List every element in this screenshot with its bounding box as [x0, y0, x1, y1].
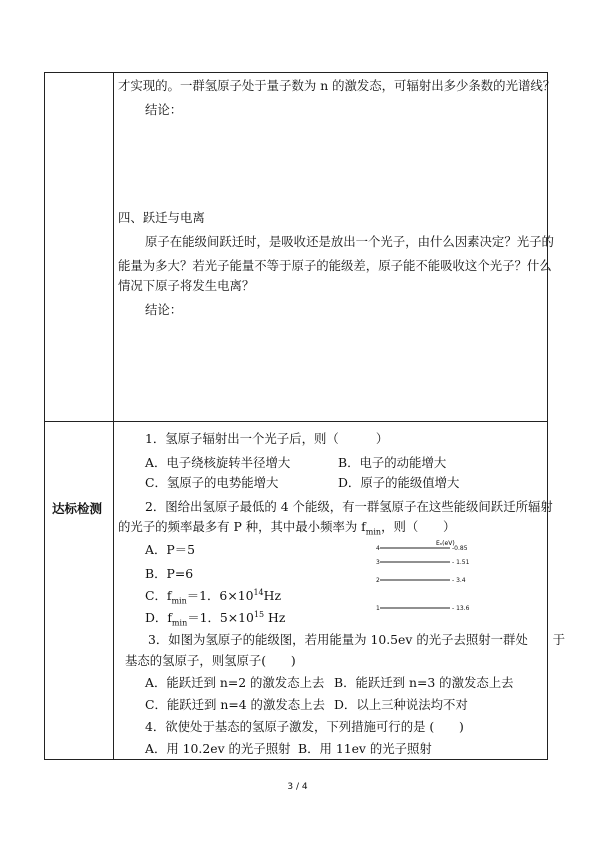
q1-option-a: A．电子绕核旋转半径增大	[145, 455, 291, 470]
page-number: 3 / 4	[287, 782, 308, 792]
level-energy: - 3.4	[452, 577, 466, 584]
section4-para-line: 能量为多大？若光子能量不等于原子的能级差，原子能不能吸收这个光子？什么	[118, 258, 552, 273]
q3-stem-line2: 基态的氢原子，则氢原子( )	[125, 653, 296, 668]
diagram-header: Eₙ(eV)	[436, 540, 455, 547]
section3-conclusion: 结论：	[145, 102, 183, 117]
level-number: 4	[376, 545, 380, 552]
section4-para-line: 情况下原子将发生电离？	[118, 278, 255, 293]
level-energy: -0.85	[452, 545, 468, 552]
level-number: 3	[376, 559, 380, 566]
q1-option-c: C．氢原子的电势能增大	[145, 475, 279, 490]
q3-option-c: C．能跃迁到 n=4 的激发态上去	[145, 697, 325, 712]
q3-option-d: D．以上三种说法均不对	[334, 697, 468, 712]
q1-option-d: D．原子的能级值增大	[338, 475, 460, 490]
level-energy: - 13.6	[452, 605, 470, 612]
q2-option-b: B．P=6	[145, 566, 194, 581]
table-column-divider	[113, 72, 114, 760]
level-number: 2	[376, 577, 380, 584]
q4-stem: 4．欲使处于基态的氢原子激发，下列措施可行的是 ( )	[145, 719, 464, 734]
section4-heading: 四、跃迁与电离	[118, 210, 205, 225]
q3-option-b: B．能跃迁到 n=3 的激发态上去	[334, 675, 514, 690]
table-frame	[44, 72, 548, 760]
q4-option-b: B．用 11ev 的光子照射	[298, 741, 432, 756]
q2-option-c: C．$f_{min}=1$．$6\times 10^{14}Hz$	[145, 587, 281, 606]
q3-option-a: A．能跃迁到 n=2 的激发态上去	[145, 675, 325, 690]
q4-option-a: A．用 10.2ev 的光子照射	[145, 741, 291, 756]
table-bottom-border	[44, 759, 548, 760]
energy-level-diagram	[376, 536, 476, 616]
q2-option-a: A．P＝5	[145, 542, 195, 557]
q1-option-b: B．电子的动能增大	[338, 455, 447, 470]
level-number: 1	[376, 605, 380, 612]
q2-option-d: D．$f_{min}=1$．$5\times 10^{15}$ Hz	[145, 609, 286, 628]
q3-stem-line1: 3．如图为氢原子的能级图，若用能量为 10.5ev 的光子去照射一群处 于	[148, 632, 566, 647]
level-energy: - 1.51	[452, 559, 470, 566]
section4-conclusion: 结论：	[145, 302, 183, 317]
q2-stem-line1: 2．图给出氢原子最低的 4 个能级，有一群氢原子在这些能级间跃迁所辐射	[145, 499, 553, 514]
table-row-divider	[44, 421, 548, 422]
q2-stem-line2: 的光子的频率最多有 P 种，其中最小频率为 $f_{min}$，则（ ）	[118, 519, 456, 537]
row-label: 达标检测	[52, 501, 103, 516]
section3-line: 才实现的。一群氢原子处于量子数为 n 的激发态，可辐射出多少条数的光谱线？	[118, 78, 556, 93]
section4-para-line: 原子在能级间跃迁时，是吸收还是放出一个光子，由什么因素决定？光子的	[145, 234, 554, 249]
q1-stem: 1．氢原子辐射出一个光子后，则（ ）	[145, 431, 389, 446]
